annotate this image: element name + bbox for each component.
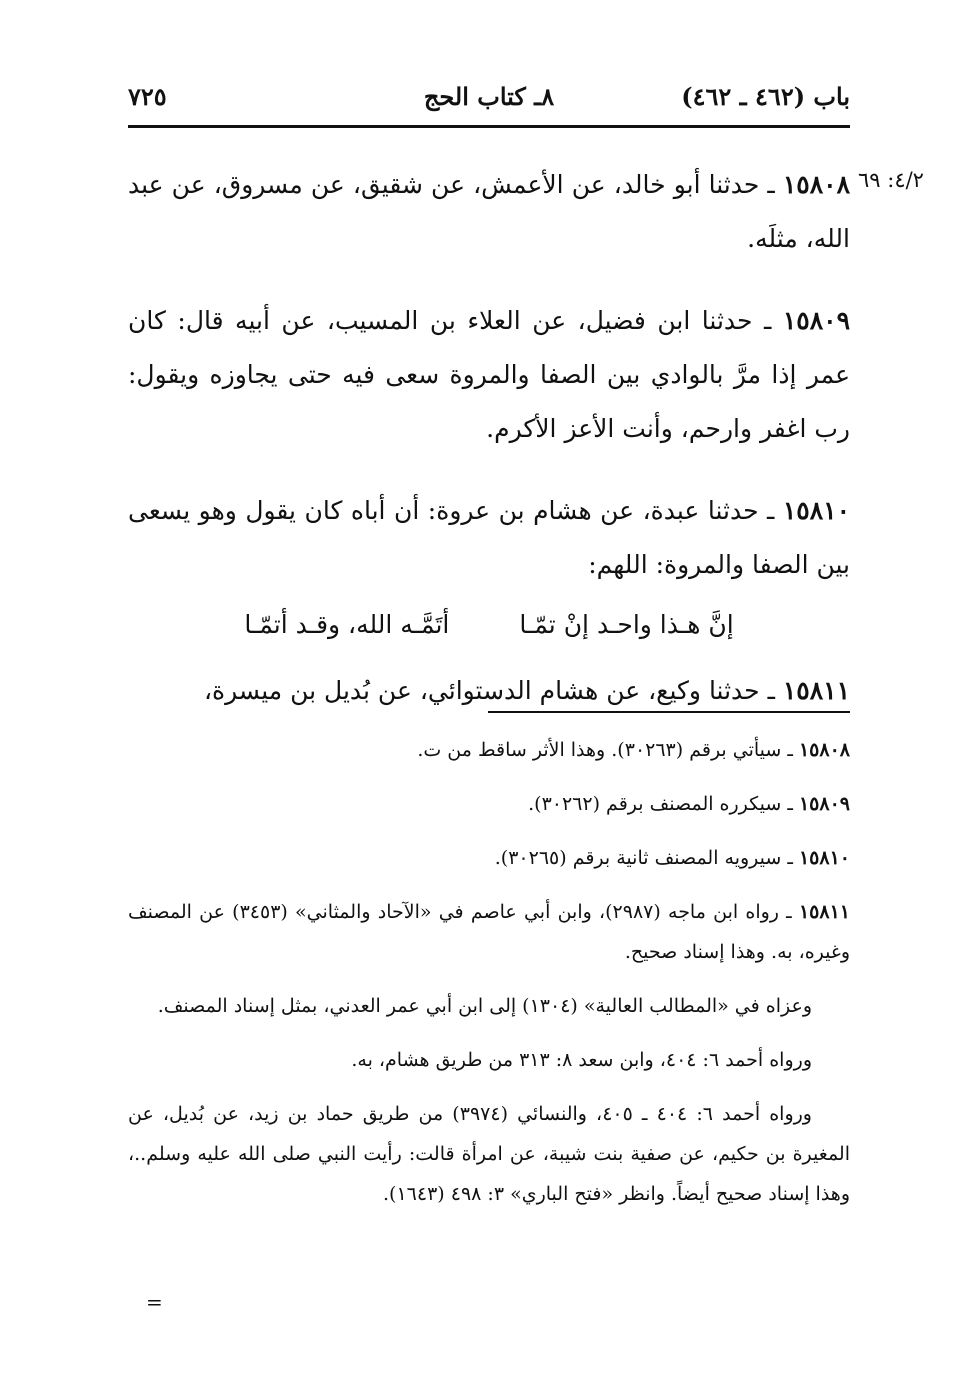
hadith-text: ـ حدثنا ابن فضيل، عن العلاء بن المسيب، عن أبيه قال: كان عمر إذا مرَّ بالوادي بين الصفا والمروة سعى فيه حتى يجاوزه ويقول: رب اغفر وارحم، وأنت الأعز الأكرم. (128, 306, 850, 443)
footnote-text: ـ سيكرره المصنف برقم (٣٠٢٦٢). (528, 793, 799, 815)
hadith-text: ـ حدثنا أبو خالد، عن الأعمش، عن شقيق، عن مسروق، عن عبد الله، مثلَه. (128, 170, 850, 253)
hadith-paragraph (128, 664, 850, 718)
footnote-text: ـ رواه ابن ماجه (٢٩٨٧)، وابن أبي عاصم في «الآحاد والمثاني» (٣٤٥٣) عن المصنف وغيره، به. وهذا إسناد صحيح. (128, 901, 850, 963)
footnote (128, 838, 850, 878)
hadith-paragraph (128, 484, 850, 592)
hadith-paragraph (128, 294, 850, 456)
page-number: ٧٢٥ (128, 82, 167, 111)
footnote-continuation: ورواه أحمد ٦: ٤٠٤ ـ ٤٠٥، والنسائي (٣٩٧٤) من طريق حماد بن زيد، عن بُديل، عن المغيرة بن حكيم، عن صفية بنت شيبة، عن امرأة قالت: رأيت النبي صلى الله عليه وسلم..، وهذا إسناد صحيح أيضاً. وانظر «فتح الباري» ٣: ٤٩٨ (١٦٤٣). (128, 1103, 850, 1205)
footnote (128, 784, 850, 824)
footnote-continuation: ورواه أحمد ٦: ٤٠٤، وابن سعد ٨: ٣١٣ من طريق هشام، به. (351, 1049, 812, 1071)
hadith-text: ـ حدثنا وكيع، عن هشام الدستوائي، عن بُديل بن ميسرة، (203, 676, 783, 705)
hadith-number: ١٥٨٠٩ (782, 306, 850, 335)
footnote-text: ـ سيأتي برقم (٣٠٢٦٣). وهذا الأثر ساقط من ت. (417, 739, 799, 761)
footnote (128, 730, 850, 770)
hadith-number: ١٥٨١٠ (782, 496, 850, 525)
book-heading: ٨ـ كتاب الحج (423, 82, 555, 111)
footnotes-divider (488, 711, 850, 713)
hadith-number: ١٥٨٠٨ (782, 170, 850, 199)
footnote-number: ١٥٨٠٩ (798, 793, 850, 815)
footnote-text: ـ سيرويه المصنف ثانية برقم (٣٠٢٦٥). (494, 847, 799, 869)
margin-reference: ٤/٢: ٦٩ (858, 168, 924, 192)
main-text (128, 158, 850, 746)
footnote-number: ١٥٨١١ (798, 901, 850, 923)
hadith-number: ١٥٨١١ (782, 676, 850, 705)
page-header (128, 78, 850, 118)
header-rule (128, 125, 850, 128)
hadith-paragraph (128, 158, 850, 266)
footnote-number: ١٥٨٠٨ (798, 739, 850, 761)
footnotes (128, 730, 850, 1228)
footnote (128, 892, 850, 972)
footnote-continuation: وعزاه في «المطالب العالية» (١٣٠٤) إلى ابن أبي عمر العدني، بمثل إسناد المصنف. (157, 995, 812, 1017)
verse-line (128, 600, 850, 650)
continuation-mark: = (146, 1290, 163, 1314)
hadith-text: ـ حدثنا عبدة، عن هشام بن عروة: أن أباه كان يقول وهو يسعى بين الصفا والمروة: اللهم: (128, 496, 850, 579)
verse-first-hemistich: إنَّ هـذا واحـد إنْ تمّـا (519, 610, 734, 639)
chapter-heading: باب (٤٦٢ ـ ٤٦٢) (681, 82, 850, 111)
verse-second-hemistich: أتَمَّـه الله، وقـد أتمّـا (244, 610, 450, 639)
footnote-number: ١٥٨١٠ (798, 847, 850, 869)
